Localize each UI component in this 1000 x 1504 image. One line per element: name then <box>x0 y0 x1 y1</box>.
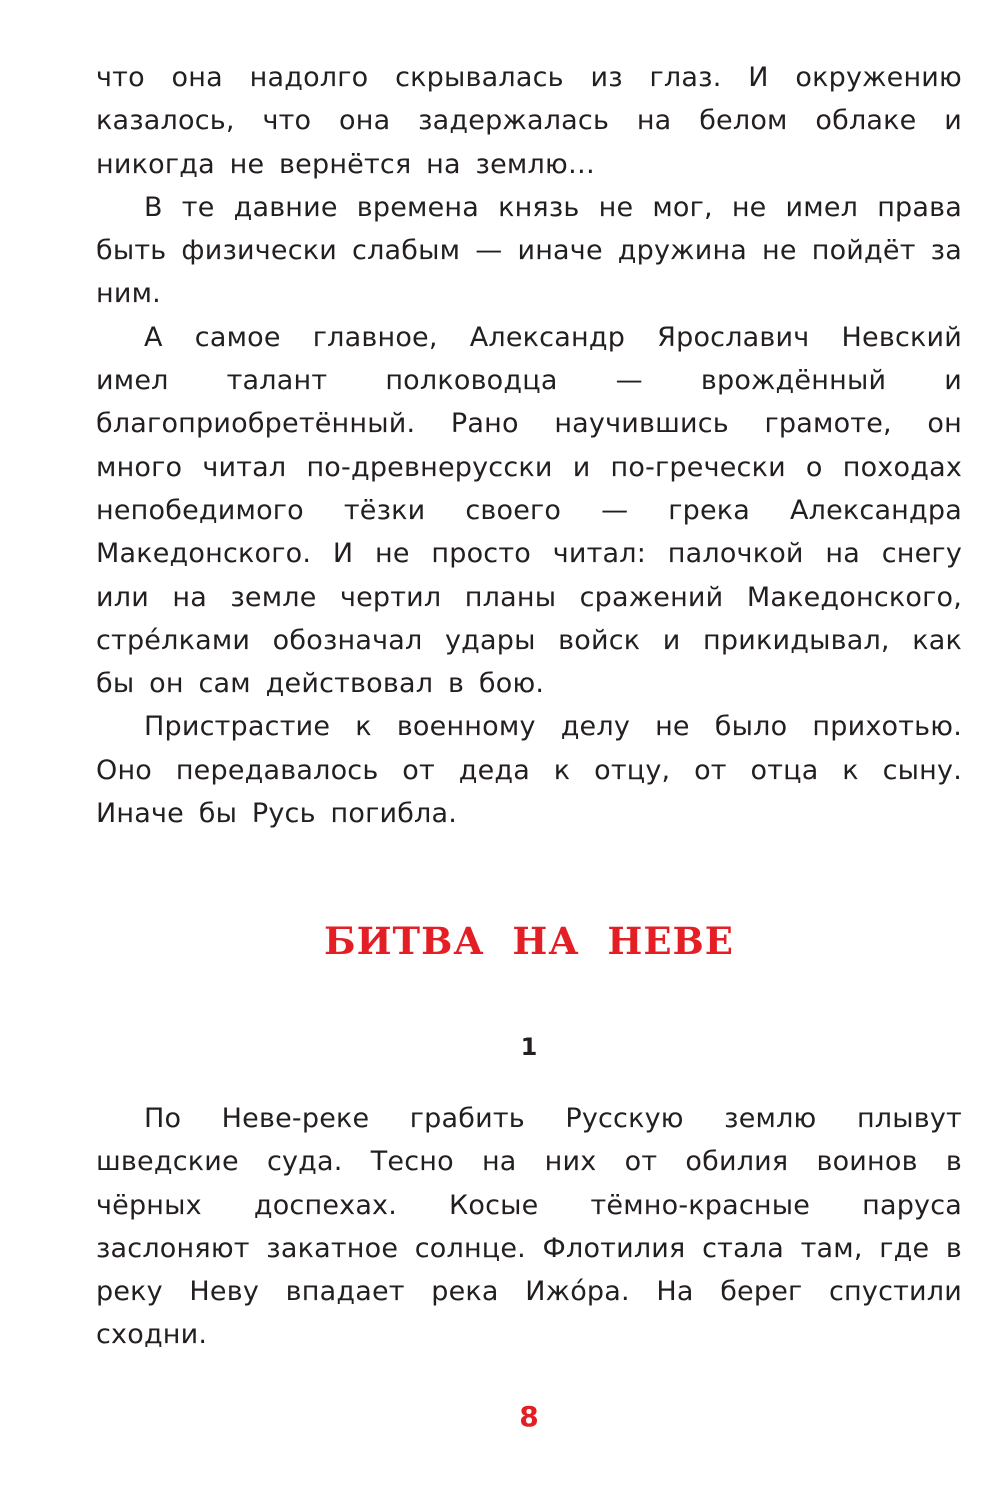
chapter-title: БИТВА НА НЕВЕ <box>323 919 734 963</box>
paragraph: По Неве-реке грабить Русскую землю плывут шведские суда. Тесно на них от обилия воинов в чёрных доспехах. Косые тёмно-красные паруса заслоняют закатное солнце. Флотилия стала там, где в реку Неву впадает река Ижо́ра. На берег спустили сходни. <box>96 1103 962 1351</box>
paragraph: А самое главное, Александр Ярославич Невский имел талант полководца — врождённый и благоприобретённый. Рано научившись грамоте, он много читал по-древнерусски и по-гречески о походах непобедимого тёзки своего — грека Александра Македонского. И не просто читал: палочкой на снегу или на земле чертил планы сражений Македонского, стре́лками обозначал удары войск и прикидывал, как бы он сам действовал в бою. <box>96 321 962 700</box>
section-number: 1 <box>520 1033 538 1061</box>
paragraph: В те давние времена князь не мог, не имел права быть физически слабым — иначе дружина не пойдёт за ним. <box>96 191 962 310</box>
page-body-chapter <box>96 1097 962 1357</box>
page-number: 8 <box>519 1400 539 1433</box>
paragraph: Пристрастие к военному делу не было прихотью. Оно передавалось от деда к отцу, от отца к сыну. Иначе бы Русь погибла. <box>96 711 962 830</box>
page-body-top <box>96 56 962 835</box>
paragraph: что она надолго скрывалась из глаз. И окружению казалось, что она задержалась на белом облаке и никогда не вернётся на землю… <box>96 62 962 180</box>
